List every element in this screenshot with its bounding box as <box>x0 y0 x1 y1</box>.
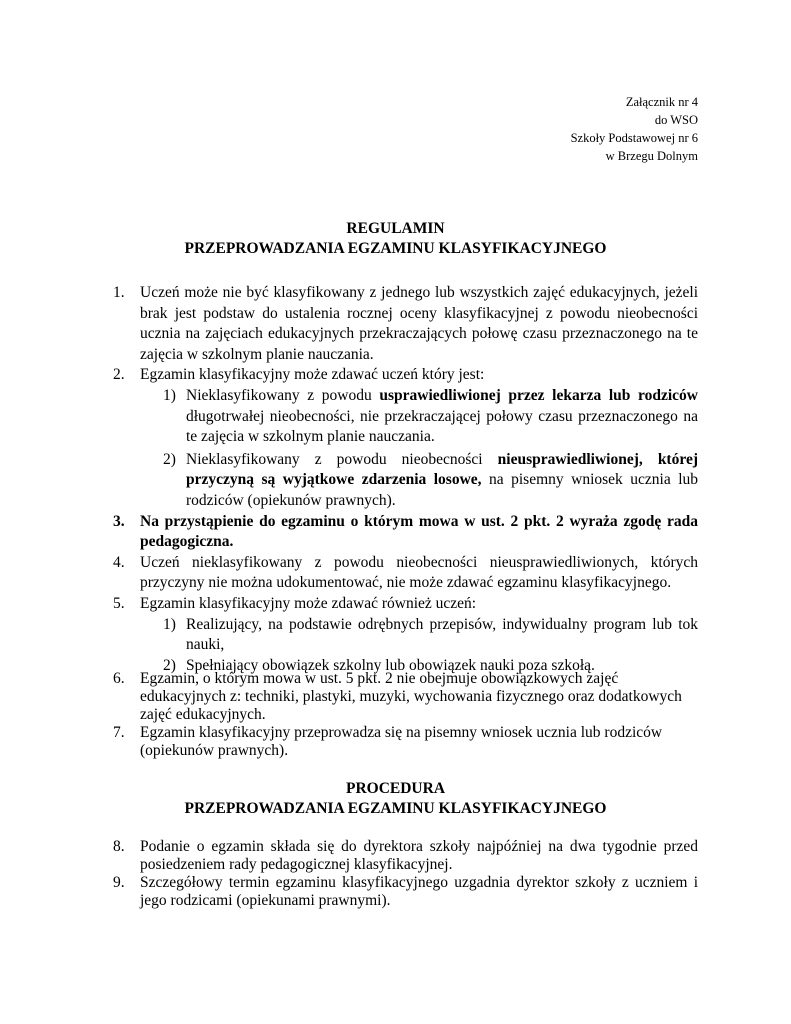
item-text: Egzamin, o którym mowa w ust. 5 pkt. 2 nie obejmuje obowiązkowych zajęć edukacyjnych z: techniki, plastyki, muzyki, wychowania fizycznego oraz dodatkowych zajęć edukacyjnych. <box>140 670 682 723</box>
item-text: Uczeń nieklasyfikowany z powodu nieobecności nieusprawiedliwionych, których przyczyny nie można udokumentować, nie może zdawać egzaminu klasyfikacyjnego. <box>140 553 698 592</box>
procedura-heading: PROCEDURA <box>345 780 446 797</box>
list-item-2 <box>113 365 698 386</box>
item-text: Egzamin klasyfikacyjny może zdawać uczeń który jest: <box>140 366 485 384</box>
item-text: Egzamin klasyfikacyjny przeprowadza się na pisemny wniosek ucznia lub rodziców (opiekunów prawnych). <box>140 724 663 759</box>
sub-item-text-continued: długotrwałej nieobecności, nie przekraczającej połowy czasu przeznaczonego na te zajęcia w szkolnym planie nauczania. <box>186 407 698 446</box>
sub-item-number: 2) <box>163 656 176 674</box>
sub-item-number: 1) <box>163 615 176 633</box>
sub-item-text: Nieklasyfikowany z powodu nieobecności <box>186 450 498 468</box>
item-number: 1. <box>113 284 125 301</box>
item-text: Podanie o egzamin składa się do dyrektora szkoły najpóźniej na dwa tygodnie przed posiedzeniem rady pedagogicznej klasyfikacyjnej. <box>140 838 698 873</box>
procedura-list <box>113 838 698 910</box>
regulamin-list-continued <box>113 670 698 760</box>
regulamin-heading: REGULAMIN <box>346 220 445 237</box>
item-number: 3. <box>113 512 125 530</box>
list-item-1 <box>113 283 698 365</box>
item-text: Szczegółowy termin egzaminu klasyfikacyjnego uzgadnia dyrektor szkoły z uczniem i jego rodzicami (opiekunami prawnymi). <box>140 874 698 909</box>
header-line-2: do WSO <box>654 113 698 127</box>
list-item-8 <box>113 838 698 874</box>
item-text: Uczeń może nie być klasyfikowany z jednego lub wszystkich zajęć edukacyjnych, jeżeli brak jest podstaw do ustalenia rocznej oceny klasyfikacyjnej z powodu nieobecności ucznia na zajęciach edukacyjnych przekraczających połowę czasu przeznaczonego na te zajęcia w szkolnym planie nauczania. <box>140 284 698 363</box>
item-number: 5. <box>113 594 125 612</box>
sub-item-bold-text: usprawiedliwionej przez lekarza lub rodziców <box>379 386 698 404</box>
sub-item-text: Realizujący, na podstawie odrębnych przepisów, indywidualny program lub tok nauki, <box>186 615 698 654</box>
item-number: 8. <box>113 838 125 855</box>
item-number: 9. <box>113 874 125 891</box>
sub-item-text: Spełniający obowiązek szkolny lub obowiązek nauki poza szkołą. <box>186 656 595 674</box>
sub-item-bold-text: nieusprawiedliwionej, której przyczyną są wyjątkowe zdarzenia losowe, <box>186 450 698 489</box>
regulamin-title <box>0 219 791 259</box>
item-number: 6. <box>113 670 125 687</box>
regulamin-list <box>113 283 698 676</box>
sub-item-2-1 <box>113 386 698 448</box>
item-text: Na przystąpienie do egzaminu o którym mowa w ust. 2 pkt. 2 wyraża zgodę rada pedagogiczna. <box>140 512 698 551</box>
list-item-9 <box>113 874 698 910</box>
header-line-1: Załącznik nr 4 <box>625 95 698 109</box>
attachment-header <box>571 93 698 165</box>
sub-item-5-1 <box>113 615 698 656</box>
item-number: 4. <box>113 553 125 571</box>
list-item-5 <box>113 594 698 615</box>
list-item-6 <box>113 670 698 724</box>
regulamin-subheading: PRZEPROWADZANIA EGZAMINU KLASYFIKACYJNEGO <box>184 240 607 257</box>
list-item-4 <box>113 553 698 594</box>
sub-item-text-continued: na pisemny wniosek ucznia lub rodziców (opiekunów prawnych). <box>186 471 698 509</box>
sub-item-text: Nieklasyfikowany z powodu <box>186 386 380 404</box>
header-line-4: w Brzegu Dolnym <box>605 149 698 163</box>
item-text: Egzamin klasyfikacyjny może zdawać również uczeń: <box>140 594 477 612</box>
item-number: 7. <box>113 724 125 741</box>
item-number: 2. <box>113 366 125 384</box>
sub-item-2-2 <box>113 450 698 512</box>
header-line-3: Szkoły Podstawowej nr 6 <box>570 131 698 145</box>
sub-item-number: 2) <box>163 450 176 468</box>
procedura-title <box>0 779 791 819</box>
list-item-7 <box>113 724 698 760</box>
sub-item-number: 1) <box>163 386 176 404</box>
procedura-subheading: PRZEPROWADZANIA EGZAMINU KLASYFIKACYJNEGO <box>184 800 607 817</box>
list-item-3 <box>113 512 698 553</box>
